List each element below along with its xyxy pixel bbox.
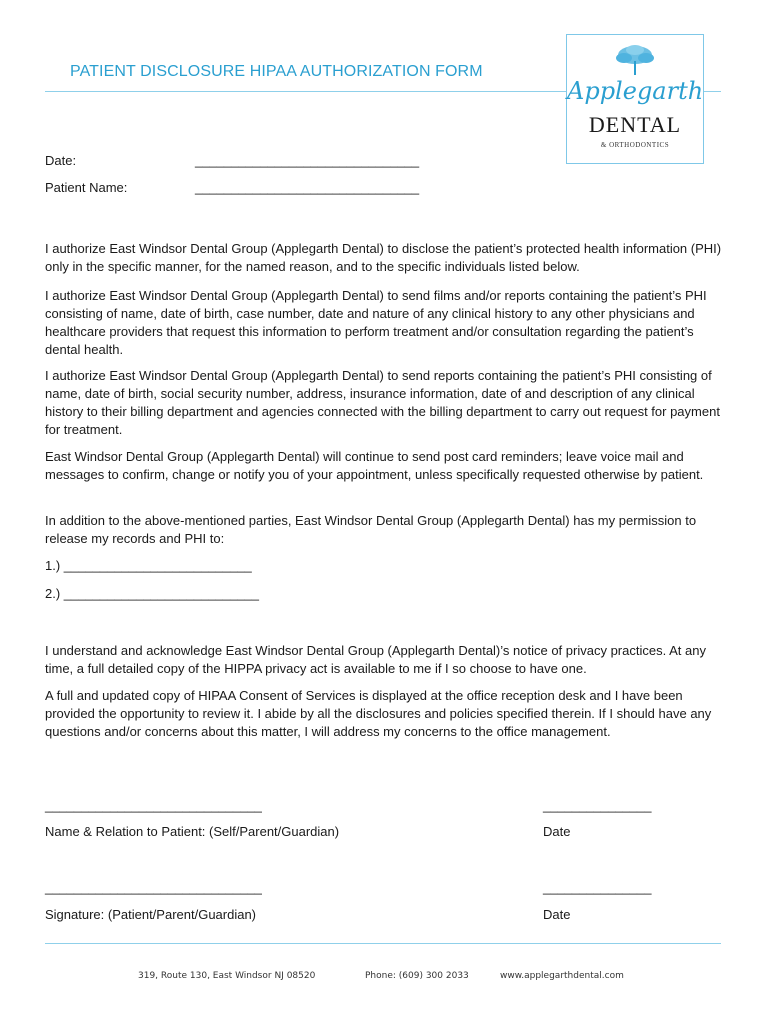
date-label-1: Date [543,824,571,839]
tree-icon [611,43,659,79]
release-recipient-1[interactable]: 1.) __________________________ [45,558,252,573]
paragraph-disclosure: I authorize East Windsor Dental Group (Applegarth Dental) to disclose the patient’s protected health information (PHI) only in the specific manner, for the named reason, and to the specific individuals listed below. [45,241,722,274]
paragraph-consent: A full and updated copy of HIPAA Consent of Services is displayed at the office reception desk and I have been provided the opportunity to review it. I abide by all the disclosures and policies specified therein. If I should have any questions and/or concerns about this matter, I will address my concerns to the office management. [45,688,712,739]
logo-script-text: Applegarth [567,77,704,105]
footer-website[interactable]: www.applegarthdental.com [500,971,624,981]
name-relation-label: Name & Relation to Patient: (Self/Parent/Guardian) [45,824,340,839]
signature-line[interactable]: ______________________________ [45,880,262,895]
logo-dental-text: DENTAL [588,112,682,137]
patient-name-label: Patient Name: [45,180,128,195]
paragraph-reminders: East Windsor Dental Group (Applegarth Dental) will continue to send post card reminders; leave voice mail and messages to confirm, change or notify you of your appointment, unless specifically requested otherwise by patient. [45,449,704,482]
header-rule-left [45,91,566,92]
name-relation-line[interactable]: ______________________________ [45,798,262,813]
date-field[interactable]: _______________________________ [195,153,420,168]
date-label: Date: [45,153,77,168]
date-line-2[interactable]: _______________ [543,880,652,895]
paragraph-additional-parties: In addition to the above-mentioned parties, East Windsor Dental Group (Applegarth Dental) has my permission to release my records and PHI to: [45,513,697,546]
date-label-2: Date [543,907,571,922]
patient-name-field[interactable]: _______________________________ [195,180,420,195]
date-line-1[interactable]: _______________ [543,798,652,813]
signature-label: Signature: (Patient/Parent/Guardian) [45,907,257,922]
page-title: PATIENT DISCLOSURE HIPAA AUTHORIZATION FORM [70,63,483,80]
practice-logo [566,34,704,164]
footer-rule [45,943,721,944]
footer-address: 319, Route 130, East Windsor NJ 08520 [138,971,316,981]
logo-tagline: & ORTHODONTICS [600,141,670,149]
footer-phone: Phone: (609) 300 2033 [365,971,469,981]
header-rule-right [703,91,721,92]
paragraph-films-reports: I authorize East Windsor Dental Group (Applegarth Dental) to send films and/or reports containing the patient’s PHI consisting of name, date of birth, case number, date and nature of any clinical history to any other physicians and healthcare providers that request this information to perform treatment and/or consultation regarding the patient’s dental health. [45,288,707,357]
paragraph-privacy-notice: I understand and acknowledge East Windsor Dental Group (Applegarth Dental)’s notice of privacy practices. At any time, a full detailed copy of the HIPPA privacy act is available to me if I so choose to have one. [45,643,706,676]
paragraph-billing: I authorize East Windsor Dental Group (Applegarth Dental) to send reports containing the patient’s PHI consisting of name, date of birth, social security number, address, insurance information, date of and description of any clinical history to their billing department and agencies connected with the billing department to carry out request for payment for treatment. [45,368,720,437]
release-recipient-2[interactable]: 2.) ___________________________ [45,586,259,601]
